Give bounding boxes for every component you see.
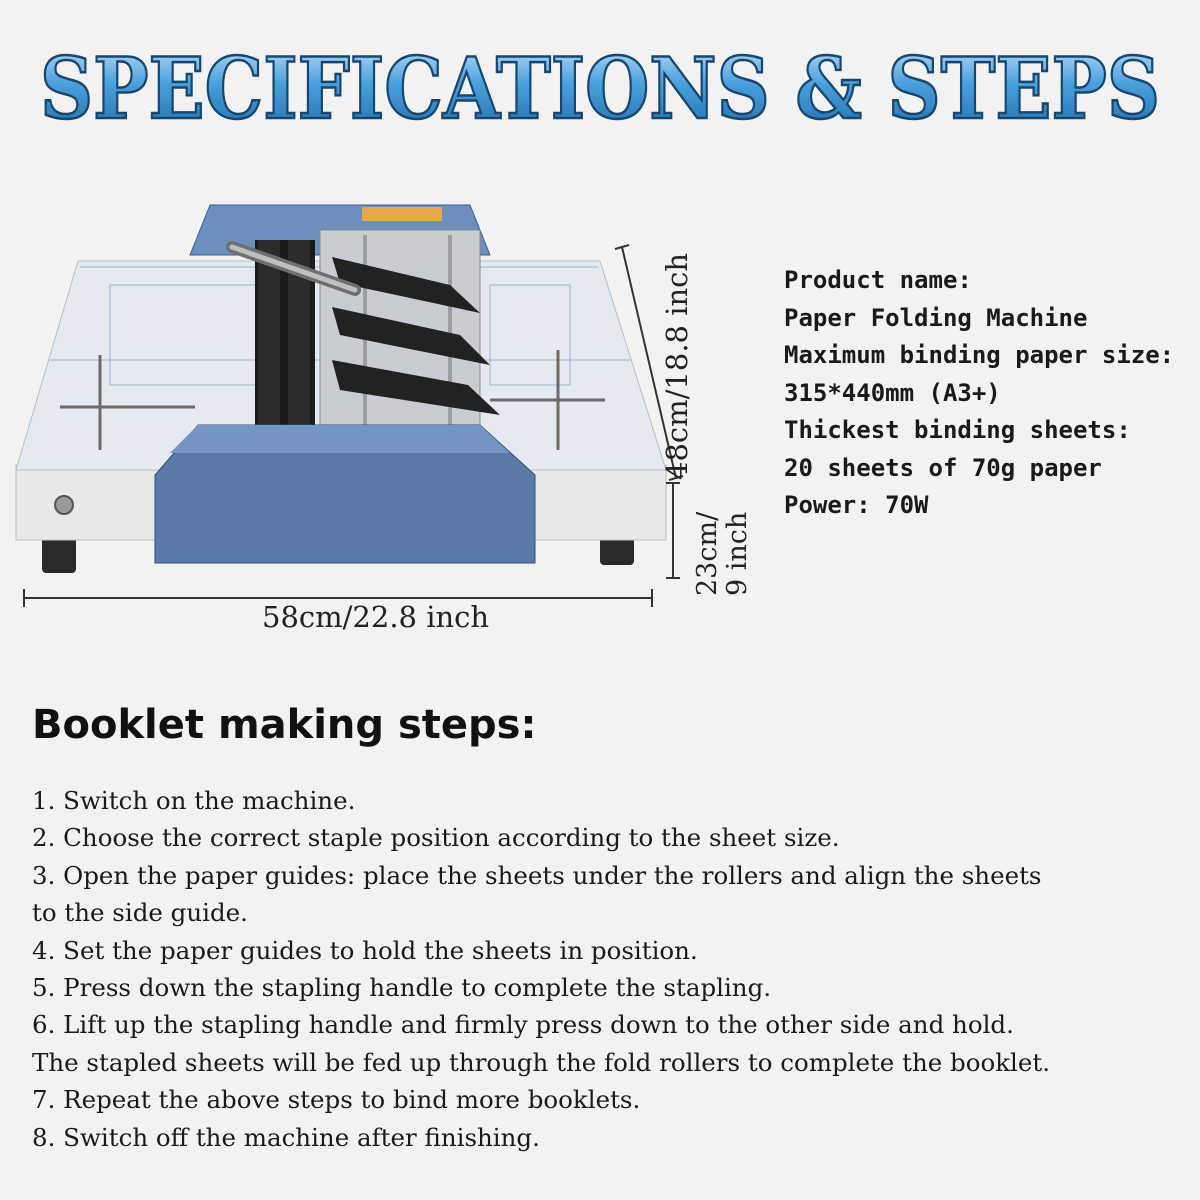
page-title: [0, 28, 1200, 138]
width-dimension-label: 58cm/22.8 inch: [262, 600, 490, 634]
steps-list: [32, 782, 1182, 1156]
height-inch-label: 9 inch: [722, 511, 753, 596]
step-line: to the side guide.: [32, 898, 248, 928]
step-line: 8. Switch off the machine after finishing.: [32, 1122, 540, 1152]
step-line: 2. Choose the correct staple position according to the sheet size.: [32, 823, 840, 853]
thickest-value: 20 sheets of 70g paper: [784, 453, 1102, 482]
max-size-value: 315*440mm (A3+): [784, 378, 1001, 407]
depth-dimension-label: 48cm/18.8 inch: [660, 252, 694, 480]
step-line: The stapled sheets will be fed up through the fold rollers to complete the booklet.: [32, 1047, 1051, 1077]
title-text: SPECIFICATIONS & STEPS: [40, 39, 1160, 138]
step-line: 3. Open the paper guides: place the sheets under the rollers and align the sheets: [32, 860, 1042, 890]
product-name-label: Product name:: [784, 266, 972, 294]
machine-illustration: [10, 195, 690, 655]
step-line: 7. Repeat the above steps to bind more booklets.: [32, 1085, 641, 1115]
product-name-value: Paper Folding Machine: [784, 303, 1088, 332]
step-line: 1. Switch on the machine.: [32, 786, 356, 815]
step-line: 6. Lift up the stapling handle and firmly press down to the other side and hold.: [32, 1010, 1014, 1040]
step-line: 5. Press down the stapling handle to complete the stapling.: [32, 973, 772, 1003]
specifications-list: [784, 262, 1174, 525]
steps-heading: Booklet making steps:: [32, 702, 537, 748]
step-line: 4. Set the paper guides to hold the sheets in position.: [32, 935, 698, 965]
power-value: Power: 70W: [784, 491, 929, 519]
height-cm-label: 23cm/: [692, 511, 723, 596]
max-size-label: Maximum binding paper size:: [784, 341, 1175, 369]
thickest-label: Thickest binding sheets:: [784, 416, 1131, 444]
